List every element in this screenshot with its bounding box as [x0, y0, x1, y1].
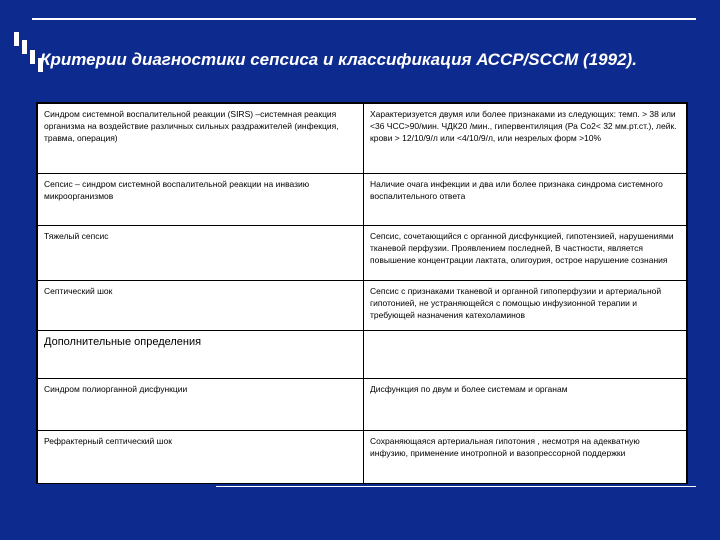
table-row: [38, 379, 687, 431]
table-row: [38, 174, 687, 226]
slide-title: Критерии диагностики сепсиса и классификация АССР/SCCM (1992).: [40, 50, 637, 69]
deco-vertical-bar-2: [22, 40, 27, 54]
term-cell: Сепсис – синдром системной воспалительной реакции на инвазию микроорганизмов: [38, 174, 364, 226]
table-row: [38, 104, 687, 174]
definition-cell: Сохраняющаяся артериальная гипотония , несмотря на адекватную инфузию, применение инотропной и вазопрессорной поддержки: [364, 431, 687, 484]
definition-cell: Сепсис, сочетающийся с органной дисфункцией, гипотензией, нарушениями тканевой перфузии. Проявлением последней, В частности, является повышение концентрации лактата, олигоурия, острое нарушение сознания: [364, 226, 687, 281]
term-cell: Тяжелый сепсис: [38, 226, 364, 281]
term-cell: Синдром системной воспалительной реакции (SIRS) –системная реакция организма на воздействие различных сильных раздражителей (инфекция, травма, операция): [38, 104, 364, 174]
bottom-divider: [216, 486, 696, 487]
criteria-table: [36, 102, 688, 484]
definition-cell: [364, 331, 687, 379]
top-divider: [32, 18, 696, 20]
term-cell: Рефрактерный септический шок: [38, 431, 364, 484]
table-row: [38, 281, 687, 331]
table-row: [38, 331, 687, 379]
section-heading-cell: Дополнительные определения: [38, 331, 364, 379]
deco-vertical-bar-1: [14, 32, 19, 46]
term-cell: Септический шок: [38, 281, 364, 331]
term-cell: Синдром полиорганной дисфункции: [38, 379, 364, 431]
definition-cell: Сепсис с признаками тканевой и органной гипоперфузии и артериальной гипотонией, не устраняющейся с помощью инфузионной терапии и требующей назначения катехоламинов: [364, 281, 687, 331]
definition-cell: Наличие очага инфекции и два или более признака синдрома системного воспалительного ответа: [364, 174, 687, 226]
definition-cell: Дисфункция по двум и более системам и органам: [364, 379, 687, 431]
definition-cell: Характеризуется двумя или более признаками из следующих: темп. > 38 или <36 ЧСС>90/мин. ЧДК20 /мин., гипервентиляция (Ра Со2< 32 мм.рт.ст.), лейк. крови > 12/10/9/л или <4/10/9/л, или незрелых форм >10%: [364, 104, 687, 174]
deco-vertical-bar-3: [30, 50, 35, 64]
table-row: [38, 431, 687, 484]
table-row: [38, 226, 687, 281]
